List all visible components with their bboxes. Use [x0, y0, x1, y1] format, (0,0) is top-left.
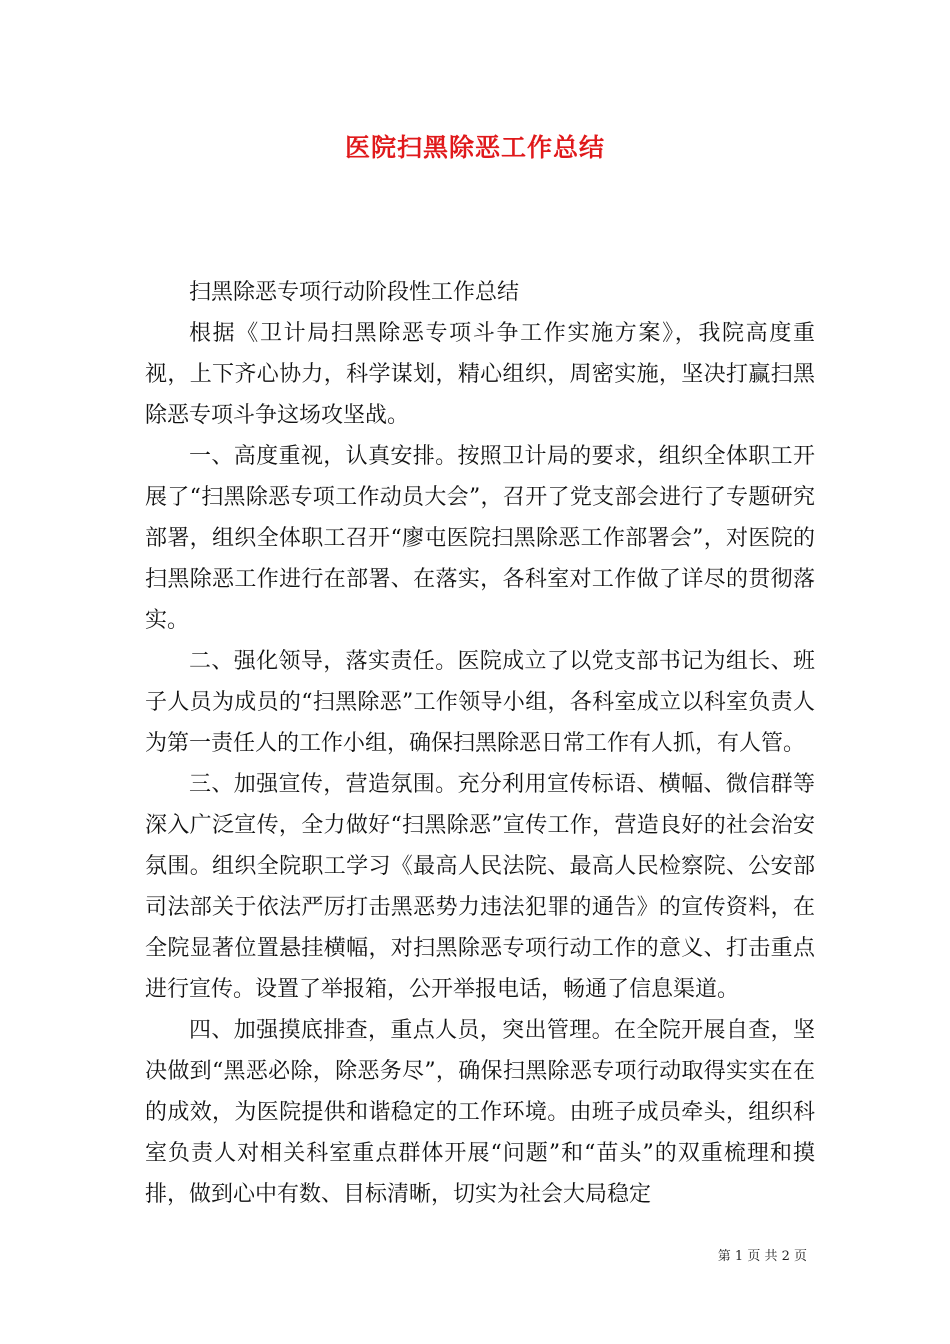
page-number: 第 1 页 共 2 页 — [717, 1249, 807, 1264]
paragraph-section-1: 一、高度重视，认真安排。按照卫计局的要求，组织全体职工开展了“扫黑除恶专项工作动员大会”，召开了党支部会进行了专题研究部署，组织全体职工召开“廖屯医院扫黑除恶工作部署会”，对医院的扫黑除恶工作进行在部署、在落实，各科室对工作做了详尽的贯彻落实。 — [145, 444, 815, 633]
paragraph-section-2: 二、强化领导，落实责任。医院成立了以党支部书记为组长、班子人员为成员的“扫黑除恶”工作领导小组，各科室成立以科室负责人为第一责任人的工作小组，确保扫黑除恶日常工作有人抓，有人管。 — [145, 649, 815, 756]
paragraph-section-4: 四、加强摸底排查，重点人员，突出管理。在全院开展自查，坚决做到“黑恶必除，除恶务尽”，确保扫黑除恶专项行动取得实实在在的成效，为医院提供和谐稳定的工作环境。由班子成员牵头，组织科室负责人对相关科室重点群体开展“问题”和“苗头”的双重梳理和摸排，做到心中有数、目标清晰，切实为社会大局稳定 — [145, 1018, 815, 1207]
paragraph-subtitle: 扫黑除恶专项行动阶段性工作总结 — [189, 280, 520, 305]
paragraph-intro: 根据《卫计局扫黑除恶专项斗争工作实施方案》，我院高度重视，上下齐心协力，科学谋划，精心组织，周密实施，坚决打赢扫黑除恶专项斗争这场攻坚战。 — [145, 321, 815, 428]
document-title: 医院扫黑除恶工作总结 — [344, 133, 605, 162]
document-body — [145, 272, 815, 1215]
paragraph-section-3: 三、加强宣传，营造氛围。充分利用宣传标语、横幅、微信群等深入广泛宣传，全力做好“扫黑除恶”宣传工作，营造良好的社会治安氛围。组织全院职工学习《最高人民法院、最高人民检察院、公安部司法部关于依法严厉打击黑恶势力违法犯罪的通告》的宣传资料，在全院显著位置悬挂横幅，对扫黑除恶专项行动工作的意义、打击重点进行宣传。设置了举报箱，公开举报电话，畅通了信息渠道。 — [145, 772, 815, 1002]
